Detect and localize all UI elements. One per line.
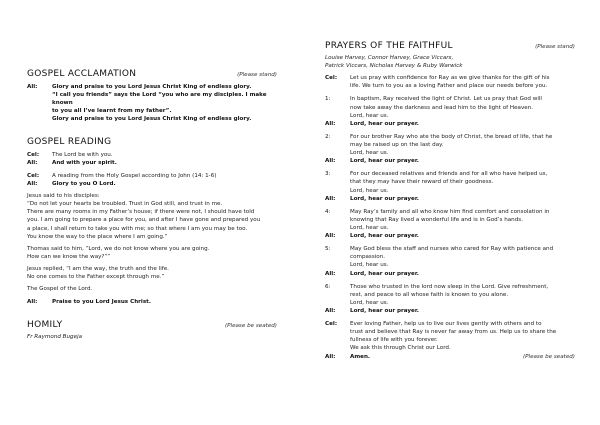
petition-line: knowing that Ray lived a wonderful life and is in God’s hands. bbox=[350, 216, 523, 223]
reading-paragraph-1 bbox=[27, 200, 277, 241]
cel-label: Cel: bbox=[325, 75, 338, 82]
petition-number: 2: bbox=[325, 133, 331, 140]
reading-line: a place, I shall return to take you with me; so that where I am you may be too. bbox=[27, 225, 248, 232]
petition-item bbox=[325, 283, 575, 307]
all-label: All: bbox=[325, 120, 336, 127]
reading-line: You know the way to the place where I am going.” bbox=[27, 233, 168, 240]
all-label: All: bbox=[325, 195, 336, 202]
petition-response bbox=[325, 232, 575, 240]
reading-paragraph-3 bbox=[27, 265, 277, 281]
reading-line: Thomas said to him, “Lord, we do not know where you are going. bbox=[27, 245, 210, 252]
final-line: trust and believe that Ray is never far away from us. Help us to share the bbox=[350, 329, 557, 336]
reading-line: No one comes to the Father except through me.” bbox=[27, 274, 165, 281]
petition-call: Lord, hear us. bbox=[350, 262, 389, 269]
readers-line: Patrick Viccars, Nicholas Harvey & Ruby Warwick bbox=[325, 63, 463, 70]
response-text: Lord, hear our prayer. bbox=[350, 158, 419, 165]
reading-intro: Jesus said to his disciples: bbox=[27, 193, 100, 200]
petition-line: May God bless the staff and nurses who cared for Ray with patience and bbox=[350, 246, 554, 253]
petition-number: 4: bbox=[325, 208, 331, 215]
gospel-acclamation-title: GOSPEL ACCLAMATION bbox=[27, 69, 137, 79]
petition-response bbox=[325, 157, 575, 165]
reading-cel-1-text: The Lord be with you. bbox=[52, 151, 113, 158]
reading-all-3 bbox=[27, 298, 277, 306]
prayers-note: (Please stand) bbox=[535, 44, 575, 50]
prayers-header bbox=[325, 40, 575, 53]
all-label: All: bbox=[325, 270, 336, 277]
right-column bbox=[325, 40, 575, 361]
petition-line: May Ray’s family and all who know him find comfort and consolation in bbox=[350, 208, 550, 215]
acclamation-all bbox=[27, 83, 277, 124]
petition-line: may be raised up on the last day. bbox=[350, 142, 444, 149]
homily-speaker: Fr Raymond Bugeja bbox=[27, 334, 83, 341]
intro-line: life. We turn to you as a loving Father and place our needs before you. bbox=[350, 83, 548, 90]
petition-item bbox=[325, 95, 575, 119]
all-label: All: bbox=[325, 353, 336, 360]
reading-cel-2 bbox=[27, 172, 277, 180]
all-label: All: bbox=[27, 299, 38, 306]
reading-cel-2-text: A reading from the Holy Gospel according to John (14: 1-6) bbox=[52, 172, 217, 179]
reading-paragraph-2 bbox=[27, 245, 277, 261]
petition-line: For our brother Ray who ate the body of Christ, the bread of life, that he bbox=[350, 133, 553, 140]
reading-all-3-text: Praise to you Lord Jesus Christ. bbox=[52, 299, 151, 306]
reading-closing: The Gospel of the Lord. bbox=[27, 286, 93, 293]
reading-line: There are many rooms in my Father’s house; if there were not, I should have told bbox=[27, 209, 255, 216]
all-label: All: bbox=[325, 308, 336, 314]
cel-label: Cel: bbox=[325, 321, 338, 328]
homily-header bbox=[27, 319, 277, 332]
final-line: We ask this through Christ our Lord. bbox=[350, 345, 451, 352]
prayers-readers bbox=[325, 54, 575, 70]
petition-line: compassion. bbox=[350, 254, 386, 261]
response-text: Lord, hear our prayer. bbox=[350, 195, 419, 202]
petition-line: Those who trusted in the lord now sleep in the Lord. Give refreshment, bbox=[350, 283, 549, 290]
petition-number: 6: bbox=[325, 283, 331, 290]
homily-title: HOMILY bbox=[27, 320, 63, 331]
acclamation-line: “I call you friends” says the Lord “you who are my disciples. I make known bbox=[52, 92, 267, 107]
petition-line: For our deceased relatives and friends and for all who have helped us, bbox=[350, 171, 548, 178]
petition-line: rest, and peace to all whose faith is known to you alone. bbox=[350, 291, 509, 298]
reading-all-2-text: Glory to you O Lord. bbox=[52, 180, 116, 187]
response-text: Lord, hear our prayer. bbox=[350, 233, 419, 240]
acclamation-line: Glory and praise to you Lord Jesus Christ King of endless glory. bbox=[52, 84, 252, 91]
petition-number: 3: bbox=[325, 171, 331, 178]
all-label: All: bbox=[325, 158, 336, 165]
prayers-intro bbox=[325, 74, 575, 90]
petition-call: Lord, hear us. bbox=[350, 150, 389, 157]
prayers-title: PRAYERS OF THE FAITHFUL bbox=[325, 41, 453, 51]
petition-response bbox=[325, 120, 575, 128]
petition-line: In baptism, Ray received the light of Christ. Let us pray that God will bbox=[350, 96, 542, 103]
readers-line: Louise Harvey, Connor Harvey, Grace Viccars, bbox=[325, 55, 454, 62]
gospel-reading-title: GOSPEL READING bbox=[27, 136, 112, 147]
reading-cel-1 bbox=[27, 151, 277, 159]
prayers-amen bbox=[325, 353, 575, 361]
homily-note: (Please be seated) bbox=[224, 323, 277, 330]
petition-line: that they may have their reward of their goodness. bbox=[350, 179, 494, 186]
petition-call: Lord, hear us. bbox=[350, 299, 389, 306]
all-label: All: bbox=[27, 84, 38, 91]
petition-response bbox=[325, 195, 575, 203]
end-note: (Please be seated) bbox=[522, 353, 575, 360]
reading-line: Jesus replied, “I am the way, the truth and the life. bbox=[27, 265, 169, 272]
cel-label: Cel: bbox=[27, 172, 40, 179]
petition-call: Lord, hear us. bbox=[350, 112, 389, 119]
all-label: All: bbox=[27, 180, 38, 187]
petition-item bbox=[325, 208, 575, 232]
gospel-reading-header bbox=[27, 136, 277, 149]
reading-all-1-text: And with your spirit. bbox=[52, 159, 117, 166]
response-text: Lord, hear our prayer. bbox=[350, 308, 419, 314]
petition-number: 5: bbox=[325, 246, 331, 253]
gospel-acclamation-header bbox=[27, 68, 277, 81]
petition-item bbox=[325, 245, 575, 269]
prayers-final bbox=[325, 320, 575, 352]
acclamation-line: to you all I’ve learnt from my father”. bbox=[52, 108, 172, 115]
reading-all-2 bbox=[27, 180, 277, 188]
amen-text: Amen. bbox=[350, 353, 371, 360]
final-line: fullness of life with you forever. bbox=[350, 337, 438, 344]
petition-item bbox=[325, 133, 575, 157]
petition-response bbox=[325, 307, 575, 315]
reading-line: you. I am going to prepare a place for you, and after I have gone and prepared you bbox=[27, 217, 261, 224]
reading-line: How can we know the way?”” bbox=[27, 253, 111, 260]
reading-all-1 bbox=[27, 159, 277, 167]
left-column bbox=[27, 68, 277, 342]
intro-line: Let us pray with confidence for Ray as we give thanks for the gift of his bbox=[350, 75, 550, 82]
response-text: Lord, hear our prayer. bbox=[350, 270, 419, 277]
petition-call: Lord, hear us. bbox=[350, 187, 389, 194]
final-line: Ever loving Father, help us to live our lives gently with others and to bbox=[350, 321, 542, 328]
petition-response bbox=[325, 270, 575, 278]
petitions-list bbox=[325, 95, 575, 315]
gospel-acclamation-note: (Please stand) bbox=[237, 72, 277, 78]
petition-item bbox=[325, 170, 575, 194]
all-label: All: bbox=[325, 233, 336, 240]
reading-line: “Do not let your hearts be troubled. Trust in God still, and trust in me. bbox=[27, 201, 223, 208]
petition-line: now take away the darkness and lead him to the light of Heaven. bbox=[350, 104, 534, 111]
cel-label: Cel: bbox=[27, 151, 40, 158]
response-text: Lord, hear our prayer. bbox=[350, 120, 419, 127]
acclamation-line: Glory and praise to you Lord Jesus Christ King of endless glory. bbox=[52, 116, 252, 123]
petition-number: 1: bbox=[325, 96, 331, 103]
all-label: All: bbox=[27, 159, 38, 166]
petition-call: Lord, hear us. bbox=[350, 225, 389, 232]
